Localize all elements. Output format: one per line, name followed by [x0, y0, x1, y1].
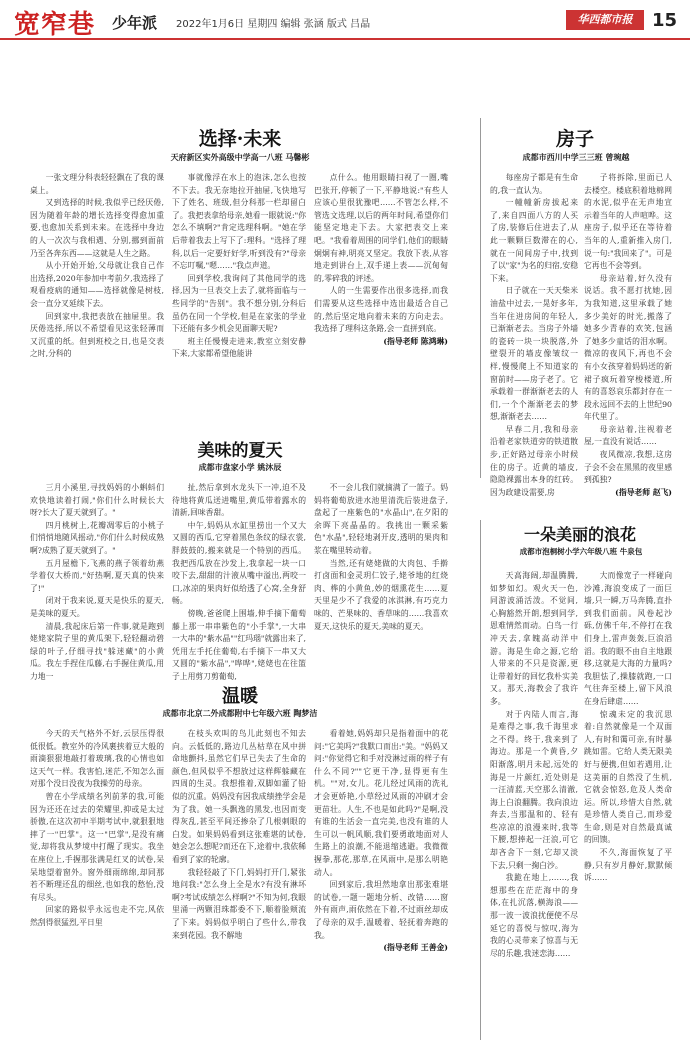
article-column: 不一会儿我们就摘满了一篮子。妈妈将葡萄放进水池里清洗后装进盘子,盘起了一座紫色的"水晶山",在夕阳的余晖下亮晶晶的。我挑出一颗采紫色"水晶",轻轻地剥开皮,透明的果肉和浆在嘴里转动着。 当然,还有姥姥做的大肉包、手擀打卤面和金灵玥仁饺子,姥爷地的红烧肉、桦的小黄鱼,妙的烟熏花生……夏天里是少不了我爱的冰淇淋,有巧克力味的、芒果味的、香草味的……我喜欢夏天,这快乐的夏天,美味的夏天。 [314, 483, 448, 631]
teacher-credit: (指导老师 陈鸿琳) [383, 336, 448, 346]
newspaper-logo: 华西都市报 [566, 10, 644, 30]
article-column: 今天的天气格外不好,云层压得很低很低。教室外的冷风裹挟着豆大般的雨滴狠狠地敲打着玻璃,我的心情也如这天气一样。我害怕,迷茫,不知怎么面对那个没日没夜为我操劳的母亲。 曾在小学成绩名列前茅的我,可能因为还还在过去的荣耀里,抑或是太过骄傲,在这次初中半期考试中,就狠狠地摔了一"巴掌"。这一"巴掌",是没有痛觉,却将我从梦境中打醒了现实。我坐在座位上,手握那张满是红叉的试卷,呆呆地望着窗外。窗外细雨绵绵,却同那若不断理还乱的细丝,也如我的愁怡,没有尽头。 回家的路似乎永远也走不完,风依然刮得很猛烈,平日里 [30, 729, 164, 927]
article-title: 一朵美丽的浪花 [523, 525, 636, 544]
article-title: 美味的夏天 [197, 441, 283, 461]
vertical-divider [480, 520, 481, 1040]
article-byline: 成都市西川中学三三班 曾琬越 [522, 153, 630, 162]
article-byline: 成都市泡桐树小学六年级八班 牛泉包 [519, 547, 643, 556]
article-byline: 成都市北京二外成都附中七年级六班 陶梦洁 [162, 709, 318, 718]
article-column: 一张文理分科表轻轻飘在了我的课桌上。 又到选择的时候,我似乎已经厌倦,因为随着年龄的增长选择变得愈加重要,也愈加关系到未来。在选择中身边的人一次次与我相遇、分别,挪到面前乃至各奔东西——这就是人生之路。 从小开始开始,父母就让我自己作出选择,2020年参加中考前夕,我选择了观看疫病的通知——选择就像是树枝,会一直分叉延续下去。 回到家中,我把表放在抽屉里。我厌倦选择,所以不希望看见这张轻薄而又沉重的纸。但到班校之日,也是交表之时,分科的 [30, 173, 164, 359]
page-header [0, 0, 690, 40]
article-column: 天高海阔,却温腾腾,如梦如幻。观火天一色,同游波涌活泼。不觉间,心胸豁然开朗,想到同学,恩难情然而动。白鸟一行冲天去,拿魄高动洋中游。海是生命之源,它给人带来的不只是资源,更让带着好的回忆我朴实美又。那天,海教会了我许多。 对于内陆人而言,海是难得之事,我千海里求之不得。终于,我来到了海边。那是一个黄昏,夕阳渐落,明月未起,远处的海是一片颜红,近处则是一汪清蓝,天空那么清澈,海上白浪翻腾。我向浪边奔去,当那温和的、轻有些凉凉的浪漫来时,我等下腰,想捧起一汪浪,可它却吝舍下一刻,它却又淡下去,只剩一掬白沙。 我跪在地上,……,我想那些在茫茫海中的身体,在扎沉落,横海浪——那一波一波浪扰便使不尽延它的喜悦与惊叹,海为我的心灵带来了惊喜与无尽的乐趣,我迷恋海…… [490, 571, 578, 958]
article-title: 温暖 [222, 686, 258, 707]
vertical-divider [480, 118, 481, 478]
article-column: 在枝头欢叫的鸟儿此刻也不知去向。云低低的,路边几丛枯草在风中拼命地颤抖,虽然它们早已失去了生命的颜色,但风似乎不想放过这样辉躲藏在四周的生灵。我想推着,双脚如灌了铅似的沉重。妈妈没有因我成绩挫学会是为了我。她一头飘逸的黑发,也因而变得灰乱,甚至平间还掺杂了几根刺眼的白发。如果妈妈看到这张难堪的试卷,她会怎么想呢?而还在下,途着中,我依稀看到了家的轮廓。 我轻轻敲了下门,妈妈打开门,紧张地问我:"怎么身上全是水?有没有淋坏啊?考试成绩怎么样啊?"不知为何,我眼里涌一两颗泪珠都委不下,顺着脸颊流了下来。妈妈似乎明白了些什么,带我来到花园。我不解地 [172, 729, 306, 940]
article-byline: 成都市盘家小学 姚沐辰 [198, 463, 282, 472]
article-column: 大而像宽子一样碰向沙滩,海浪变成了一面巨墙,只一瞬,万马奔腾,直扑到我们面前。风卷起沙砾,仿佛千年,不停打在我们身上,雷声轰轰,巨浪滔滔。我的眼不由自主地跟移,这就是大海的力量吗?我胆怯了,操膝就跑,一口气往奔至楼上,留下风浪在身后肆虐…… 惊魂未定的我沉思着:自然就像是一个双面人,有时和霭可亲,有时暴跳如雷。它给人类无限美好与便携,但如若遇用,让这美丽的自然没了生机,它就会惊怒,危及人类命运。所以,珍惜大自然,就是珍惜人类自己,而珍爱生命,则是对自然最真诚的回馈。 不久,海面恢复了平静,只有岁月静好,默默倾诉…… [584, 571, 672, 883]
section-subtitle: 少年派 [112, 14, 158, 32]
article-column: 点什么。他用眼睛扫视了一圈,嘴巴张开,停顿了一下,平静地说:"有些人应该心里很犹豫吧……不管怎么样,不管选文选理,以后的两年时间,希望你们能坚定地走下去。大家把表交上来吧。"我看着周围的同学们,他们的眼睛炯炯有神,明亮又坚定。我放下表,从容地走到讲台上,双手递上表——沉甸甸的,零碎我的评述。 人的一生需要作出很多选择,而我们需要从这些选择中选出最适合自己的,然后坚定地向着未来的方向走去。我选择了理科这条路,会一直拼到底。 (指导老师 陈鸿琳) [314, 172, 448, 432]
article-column: 扯,然后拿到水龙头下一冲,迫不及待地将黄瓜送进嘴里,黄瓜带着露水的清新,回味香甜。 中午,妈妈从水缸里捞出一个又大又圆的西瓜,它穿着黑色条纹的绿衣裳,胖鼓鼓的,搬来就是一个特别的西瓜。我把西瓜放在沙发上,我拿起一块一口咬下去,甜甜的汁液从嘴中溢出,两咬一口,冰凉的果肉好似给透了心窝,全身舒畅。 傍晚,爸爸爬上围墙,伸手摘下葡萄藤上那一串串紫色的"小手掌",一大串一大串的"紫水晶""红玛瑙"就露出来了,凭用左手托住葡萄,右手摘下一串又大又圆的"紫水晶","哗哗",姥姥也在往篮子上用剪刀剪葡萄, [172, 483, 306, 681]
issue-meta: 2022年1月6日 星期四 编辑 张涵 版式 吕晶 [176, 19, 371, 30]
article-column: 事就像浮在水上的泡沫,怎么也按不下去。我无奈地拉开抽屉,飞快地写下了姓名、班级,但分科那一栏却留白了。我把表拿给母亲,她看一眼就说:"你怎么不填啊?"肯定选理科啊。"她在学后带着我去上写下了:理科。"选择了理科,以后一定要好好学,听到没有?"母亲不忘叮嘱,"嗯……"我点声道。 回到学校,我询问了其他同学的选择,因为一旦表交上去了,就将面临与一些同学的"告别"。我不想分别,分科后虽仍在同一个学校,但是在家张的学业下还能有多少机会见面聊天呢? 班主任慢慢走进来,教室立刻安静下来,大家都希望他能讲 [172, 173, 306, 359]
article-title: 房子 [555, 128, 594, 150]
page-number: 15 [652, 10, 678, 31]
article-column: 子将拆除,里面已人去楼空。楼底积着地棉网的水泥,似乎在无声地宣示着当年的人声喧哗。这座房子,似乎还在等待着当年的人,重新推入房门,说一句:"我回来了"。可是它再也不会等到。 母亲站着,好久没有说话。我不愿打扰她,因为我知道,这里承载了她多少美好的时光,搬落了她多少青春的欢笑,包涵了她多少童话的泪水啊。微凉的夜风下,再也不会有小女孩穿着妈妈送的新裙子疯玩着穿梭楼道,所有的喜怒哀乐都封存在一段永远回不去的上世纪90年代里了。 母亲站着,注视着老屋,一直没有说话…… 夜风微凉,我想,这房子会不会在黑黑的夜里感到孤独? (指导老师 赵飞) [584, 172, 672, 502]
section-name: 宽窄巷 [14, 10, 96, 40]
teacher-credit: (指导老师 赵飞) [615, 487, 672, 497]
article-column: 看着她,妈妈却只是指着面中的花问:"它美吗?"我默口而出:"美。"妈妈又问:"你觉得它和手对没淋过雨的样子有什么不同?""它更干净,显得更有生机。""对,女儿。花儿经过风雨的洗礼才会更娇艳,小草经过风雨的冲刷才会更苗壮。人生,不也是如此吗?"是啊,没有谁的生活会一直完美,也没有谁的人生可以一帆风顺,我们要勇敢地面对人生路上的浪潮,不能退缩逃避。我微微握拳,那花,那草,在风雨中,是那么明艳动人。 回到家后,我坦然地拿出那张难堪的试卷,一题一题地分析、改错……窗外有雨声,雨依然在下着,不过雨丝却成了母亲的双手,温暖着、轻抚着奔跑的我。 (指导老师 王善金) [314, 728, 448, 1040]
article-column: 每座房子都是有生命的,我一直认为。 一幢幢新房拔起来了,来自四面八方的人买了房,装修后住进去了,从此一颗颗巨数滞在的心,就在一间间房子中,找到了以"家"为名的归宿,安稳下来。 日子就在一天天柴米油盐中过去,一晃好多年,当年住进房间的年轻人,已渐渐老去。当房子外墙的瓷砖一块一块脱落,外壁裂开的墙皮像皱纹一样,慢慢爬上不知道家的窗前时——房子老了。它承载着一群渐渐老去的人们,一个个渐渐老去的梦想,渐渐老去…… 早春二月,我和母亲沿着老家铁道旁的铁道散步,正好路过母亲小时候住的房子。近黄的墙皮,隐隐裸露出本身的红砖。因为政建设需要,房 [490, 173, 578, 497]
article-title: 选择·未来 [198, 128, 282, 150]
article-byline: 天府新区实外高级中学高一八班 马馨彬 [170, 153, 310, 162]
teacher-credit: (指导老师 王善金) [383, 943, 448, 953]
article-column: 三月小溪里,寻找妈妈的小蝌蚪们欢快地读着打闹,"你们什么时候长大呀?长大了夏天就到了。" 四月桃树上,花瓣凋零后的小桃子们悄悄地随风摇动,"你们什么时候成熟啊?成熟了夏天就到了。" 五月屋檐下,飞燕的燕子领着幼燕学着仅大桥而,"好热啊,夏天真的快来了!" 闭对于我来说,夏天是快乐的夏天,是美味的夏天。 清晨,我起床后第一件事,就是跑到姥姥家院子里的黄瓜架下,轻轻翻动碧绿的叶子,仔细寻找"躲迷藏"的小黄瓜。我左手捏住瓜藤,右手握住黄瓜,用力地一 [30, 483, 164, 681]
